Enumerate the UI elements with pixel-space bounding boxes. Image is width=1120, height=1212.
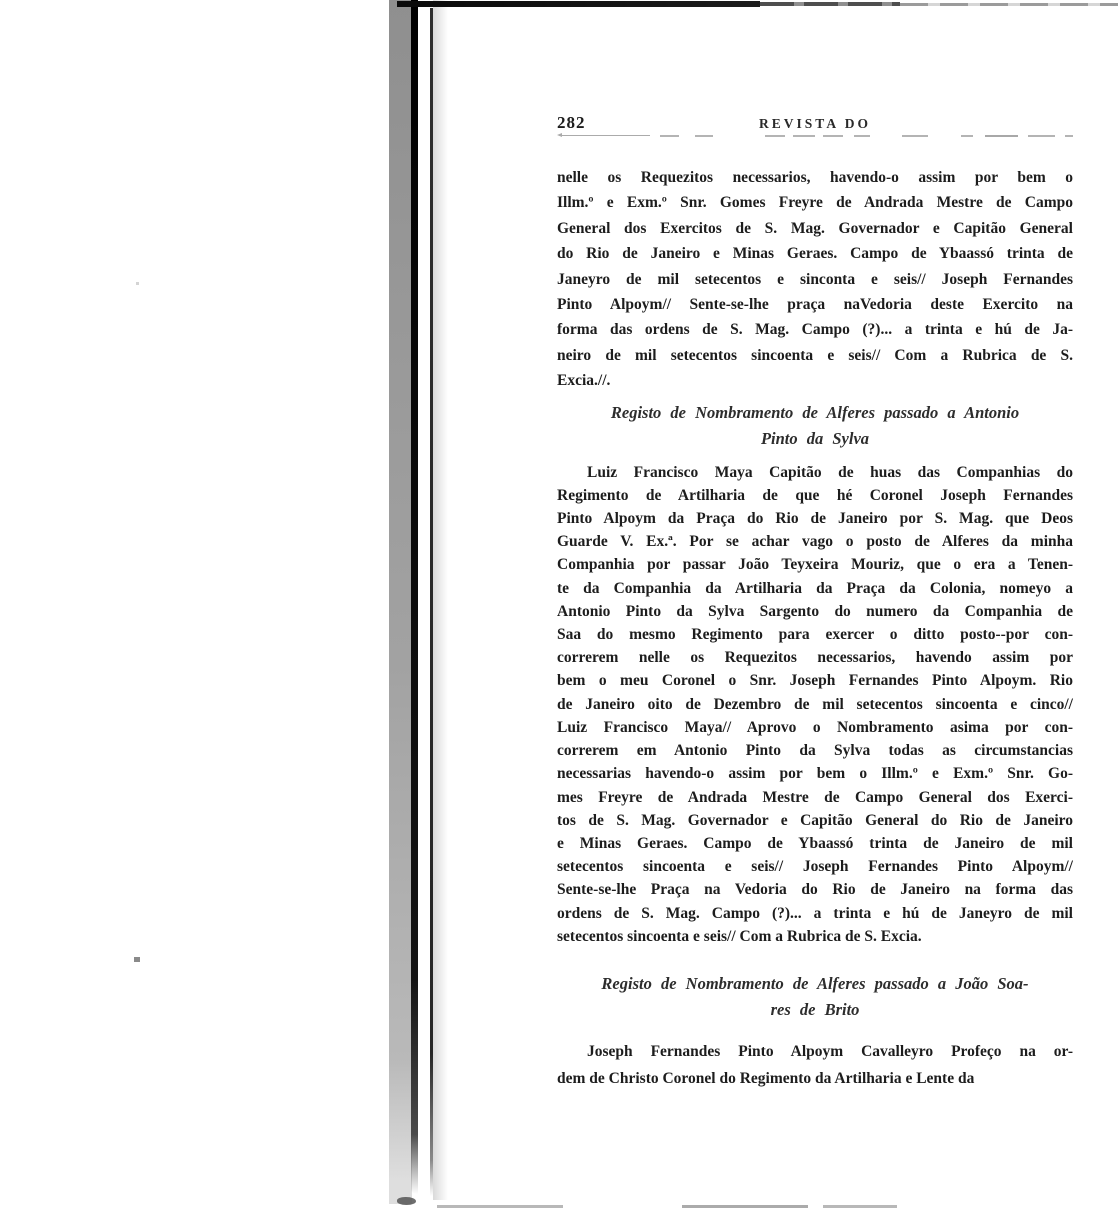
dash-artifact: [1028, 135, 1055, 137]
book-spine-line: [411, 0, 418, 1194]
text-line: Illm.º e Exm.º Snr. Gomes Freyre de Andrada Mestre de Campo: [557, 194, 1073, 212]
page-header: [557, 113, 1073, 131]
page-number: 282: [557, 113, 586, 132]
text-line: setecentos sincoenta e seis// Com a Rubrica de S. Excia.: [557, 927, 922, 945]
text-line: Luiz Francisco Maya Capitão de huas das Companhias do: [587, 463, 1073, 481]
text-line: tos de S. Mag. Governador e Capitão General do Rio de Janeiro: [557, 811, 1073, 829]
text-line: Sente-se-lhe Praça na Vedoria do Rio de Janeiro na forma das: [557, 881, 1073, 899]
text-line: Saa do mesmo Regimento para exercer o ditto posto--por con-: [557, 626, 1073, 644]
text-line: neiro de mil setecentos sincoenta e seis// Com a Rubrica de S.: [557, 346, 1073, 364]
dash-artifact: [660, 135, 679, 137]
paragraph-nomination-antonio: [557, 461, 1073, 948]
book-gutter-fade: [433, 0, 448, 1200]
text-line: Pinto da Sylva: [760, 429, 870, 449]
page-content: [557, 113, 1073, 1092]
section-heading-joao-soares-de-brito: [557, 971, 1073, 1024]
paragraph-continuation: [557, 165, 1073, 394]
page-top-edge-line: [397, 1, 760, 7]
text-line: e Minas Geraes. Campo de Ybaassó trinta de Janeiro de mil: [557, 834, 1073, 852]
page-bottom-edge-dash: [823, 1205, 897, 1208]
text-line: Pinto Alpoym da Praça do Rio de Janeiro por S. Mag. que Deos: [557, 510, 1073, 528]
dash-artifact: [793, 135, 815, 137]
text-line: Luiz Francisco Maya// Aprovo o Nombramento asima por con-: [557, 718, 1073, 736]
text-line: Excia.//.: [557, 372, 611, 390]
page-bottom-edge-dash: [682, 1205, 808, 1208]
text-line: Companhia por passar João Teyxeira Mouriz, que o era a Tenen-: [557, 556, 1073, 574]
text-line: nelle os Requezitos necessarios, havendo-o assim por bem o: [557, 169, 1073, 186]
dash-artifact: [823, 135, 843, 137]
dash-artifact: [695, 135, 713, 137]
book-spine-foot-artifact: [397, 1197, 416, 1205]
text-line: Janeyro de mil setecentos e sinconta e seis// Joseph Fernandes: [557, 270, 1073, 288]
text-line: Joseph Fernandes Pinto Alpoym Cavalleyro Profeço na or-: [587, 1042, 1073, 1060]
dash-artifact: [902, 135, 928, 137]
page-bottom-edge-dash: [437, 1205, 563, 1208]
text-line: do Rio de Janeiro e Minas Geraes. Campo de Ybaassó trinta de: [557, 245, 1073, 263]
text-line: bem o meu Coronel o Snr. Joseph Fernandes Pinto Alpoym. Rio: [557, 672, 1073, 690]
dash-artifact: [1065, 135, 1073, 137]
text-line: General dos Exercitos de S. Mag. Governador e Capitão General: [557, 219, 1073, 237]
text-line: Antonio Pinto da Sylva Sargento do numero da Companhia de: [557, 602, 1073, 620]
text-line: Pinto Alpoym// Sente-se-lhe praça naVedoria deste Exercito na: [557, 296, 1073, 314]
running-title: REVISTA DO: [759, 116, 871, 131]
header-underline-artifacts: [557, 133, 1073, 139]
page-top-edge-line-faint: [900, 3, 1118, 6]
text-line: Registo de Nombramento de Alferes passado a Antonio: [610, 402, 1020, 422]
paragraph-nomination-joao: [557, 1038, 1073, 1092]
section-heading-antonio-pinto-da-sylva: [557, 400, 1073, 453]
text-line: forma das ordens de S. Mag. Campo (?)... a trinta e hú de Ja-: [557, 321, 1073, 339]
text-line: correrem em Antonio Pinto da Sylva todas as circumstancias: [557, 742, 1073, 760]
dash-artifact: [559, 135, 650, 136]
page-top-edge-line-faded: [760, 2, 900, 6]
text-line: setecentos sincoenta e seis// Joseph Fernandes Pinto Alpoym//: [557, 858, 1073, 876]
text-line: Guarde V. Ex.ª. Por se achar vago o posto de Alferes da minha: [557, 533, 1073, 551]
book-gutter-shadow: [389, 0, 412, 1204]
text-line: dem de Christo Coronel do Regimento da Artilharia e Lente da: [557, 1069, 975, 1087]
text-line: Regimento de Artilharia de que hé Coronel Joseph Fernandes: [557, 486, 1073, 504]
dash-artifact: [854, 135, 870, 137]
text-line: Registo de Nombramento de Alferes passado a João Soa-: [601, 973, 1029, 993]
scan-dot-artifact: [136, 282, 139, 285]
text-line: te da Companhia da Artilharia da Praça da Colonia, nomeyo a: [557, 579, 1073, 597]
dash-artifact: [961, 135, 973, 137]
dash-artifact: [985, 135, 1018, 137]
scan-dot-artifact: [134, 957, 140, 962]
text-line: necessarias havendo-o assim por bem o Illm.º e Exm.º Snr. Go-: [557, 765, 1073, 783]
text-line: mes Freyre de Andrada Mestre de Campo General dos Exerci-: [557, 788, 1073, 806]
text-line: res de Brito: [770, 1000, 860, 1020]
text-line: de Janeiro oito de Dezembro de mil setecentos sincoenta e cinco//: [557, 695, 1073, 713]
dash-artifact: [765, 135, 785, 137]
text-line: correrem nelle os Requezitos necessarios, havendo assim por: [557, 649, 1073, 667]
text-line: ordens de S. Mag. Campo (?)... a trinta e hú de Janeyro de mil: [557, 904, 1073, 922]
